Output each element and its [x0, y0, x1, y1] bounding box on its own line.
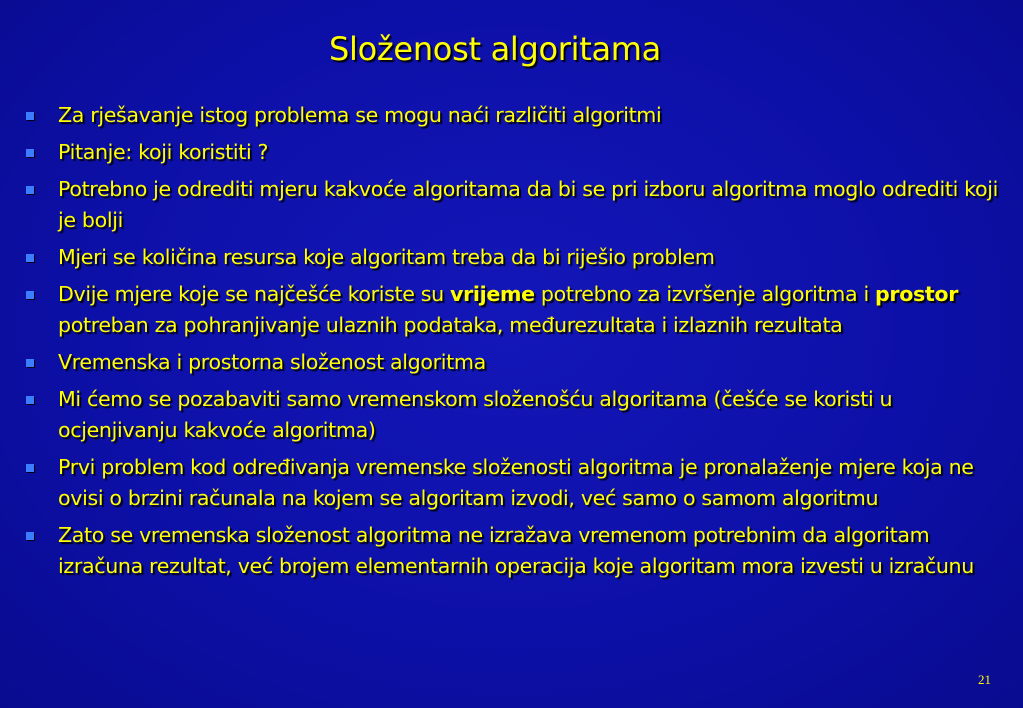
bullet-text: Zato se vremenska složenost algoritma ne izražava vremenom potrebnim da algoritam izračuna rezultat, već brojem elementarnih operacija koje algoritam mora izvesti u izračunu [58, 523, 974, 578]
square-bullet-icon [26, 359, 34, 367]
square-bullet-icon [26, 464, 34, 472]
square-bullet-icon [26, 254, 34, 262]
square-bullet-icon [26, 532, 34, 540]
square-bullet-icon [26, 291, 34, 299]
square-bullet-icon [26, 396, 34, 404]
bullet-item [24, 174, 999, 236]
bullet-text: Za rješavanje istog problema se mogu naći različiti algoritmi [58, 103, 662, 127]
bullet-item [24, 100, 999, 131]
bullet-text: Mjeri se količina resursa koje algoritam treba da bi riješio problem [58, 245, 715, 269]
page-number: 21 [978, 672, 991, 687]
bullet-item [24, 279, 999, 341]
bullet-text: Vremenska i prostorna složenost algoritma [58, 350, 486, 374]
bullet-item [24, 384, 999, 446]
bullet-item [24, 347, 999, 378]
bullet-text-part: Dvije mjere koje se najčešće koriste su [58, 282, 451, 306]
slide-title: Složenost algoritama [329, 30, 661, 68]
bullet-list [24, 100, 999, 588]
square-bullet-icon [26, 186, 34, 194]
bullet-item [24, 520, 999, 582]
bullet-text-part: potreban za pohranjivanje ulaznih podataka, međurezultata i izlaznih rezultata [58, 313, 843, 337]
bullet-text-part: potrebno za izvršenje algoritma i [534, 282, 876, 306]
bullet-bold-term-space: prostor [875, 282, 959, 306]
bullet-bold-term-time: vrijeme [450, 282, 535, 306]
bullet-text: Pitanje: koji koristiti ? [58, 140, 269, 164]
bullet-text: Mi ćemo se pozabaviti samo vremenskom složenošću algoritama (češće se koristi u ocjenjivanju kakvoće algoritma) [58, 387, 893, 442]
bullet-item [24, 242, 999, 273]
bullet-item [24, 452, 999, 514]
square-bullet-icon [26, 149, 34, 157]
bullet-text: Prvi problem kod određivanja vremenske složenosti algoritma je pronalaženje mjere koja ne ovisi o brzini računala na kojem se algoritam izvodi, već samo o samom algoritmu [58, 455, 974, 510]
bullet-text: Potrebno je odrediti mjeru kakvoće algoritama da bi se pri izboru algoritma moglo odrediti koji je bolji [58, 177, 998, 232]
square-bullet-icon [26, 112, 34, 120]
bullet-item [24, 137, 999, 168]
